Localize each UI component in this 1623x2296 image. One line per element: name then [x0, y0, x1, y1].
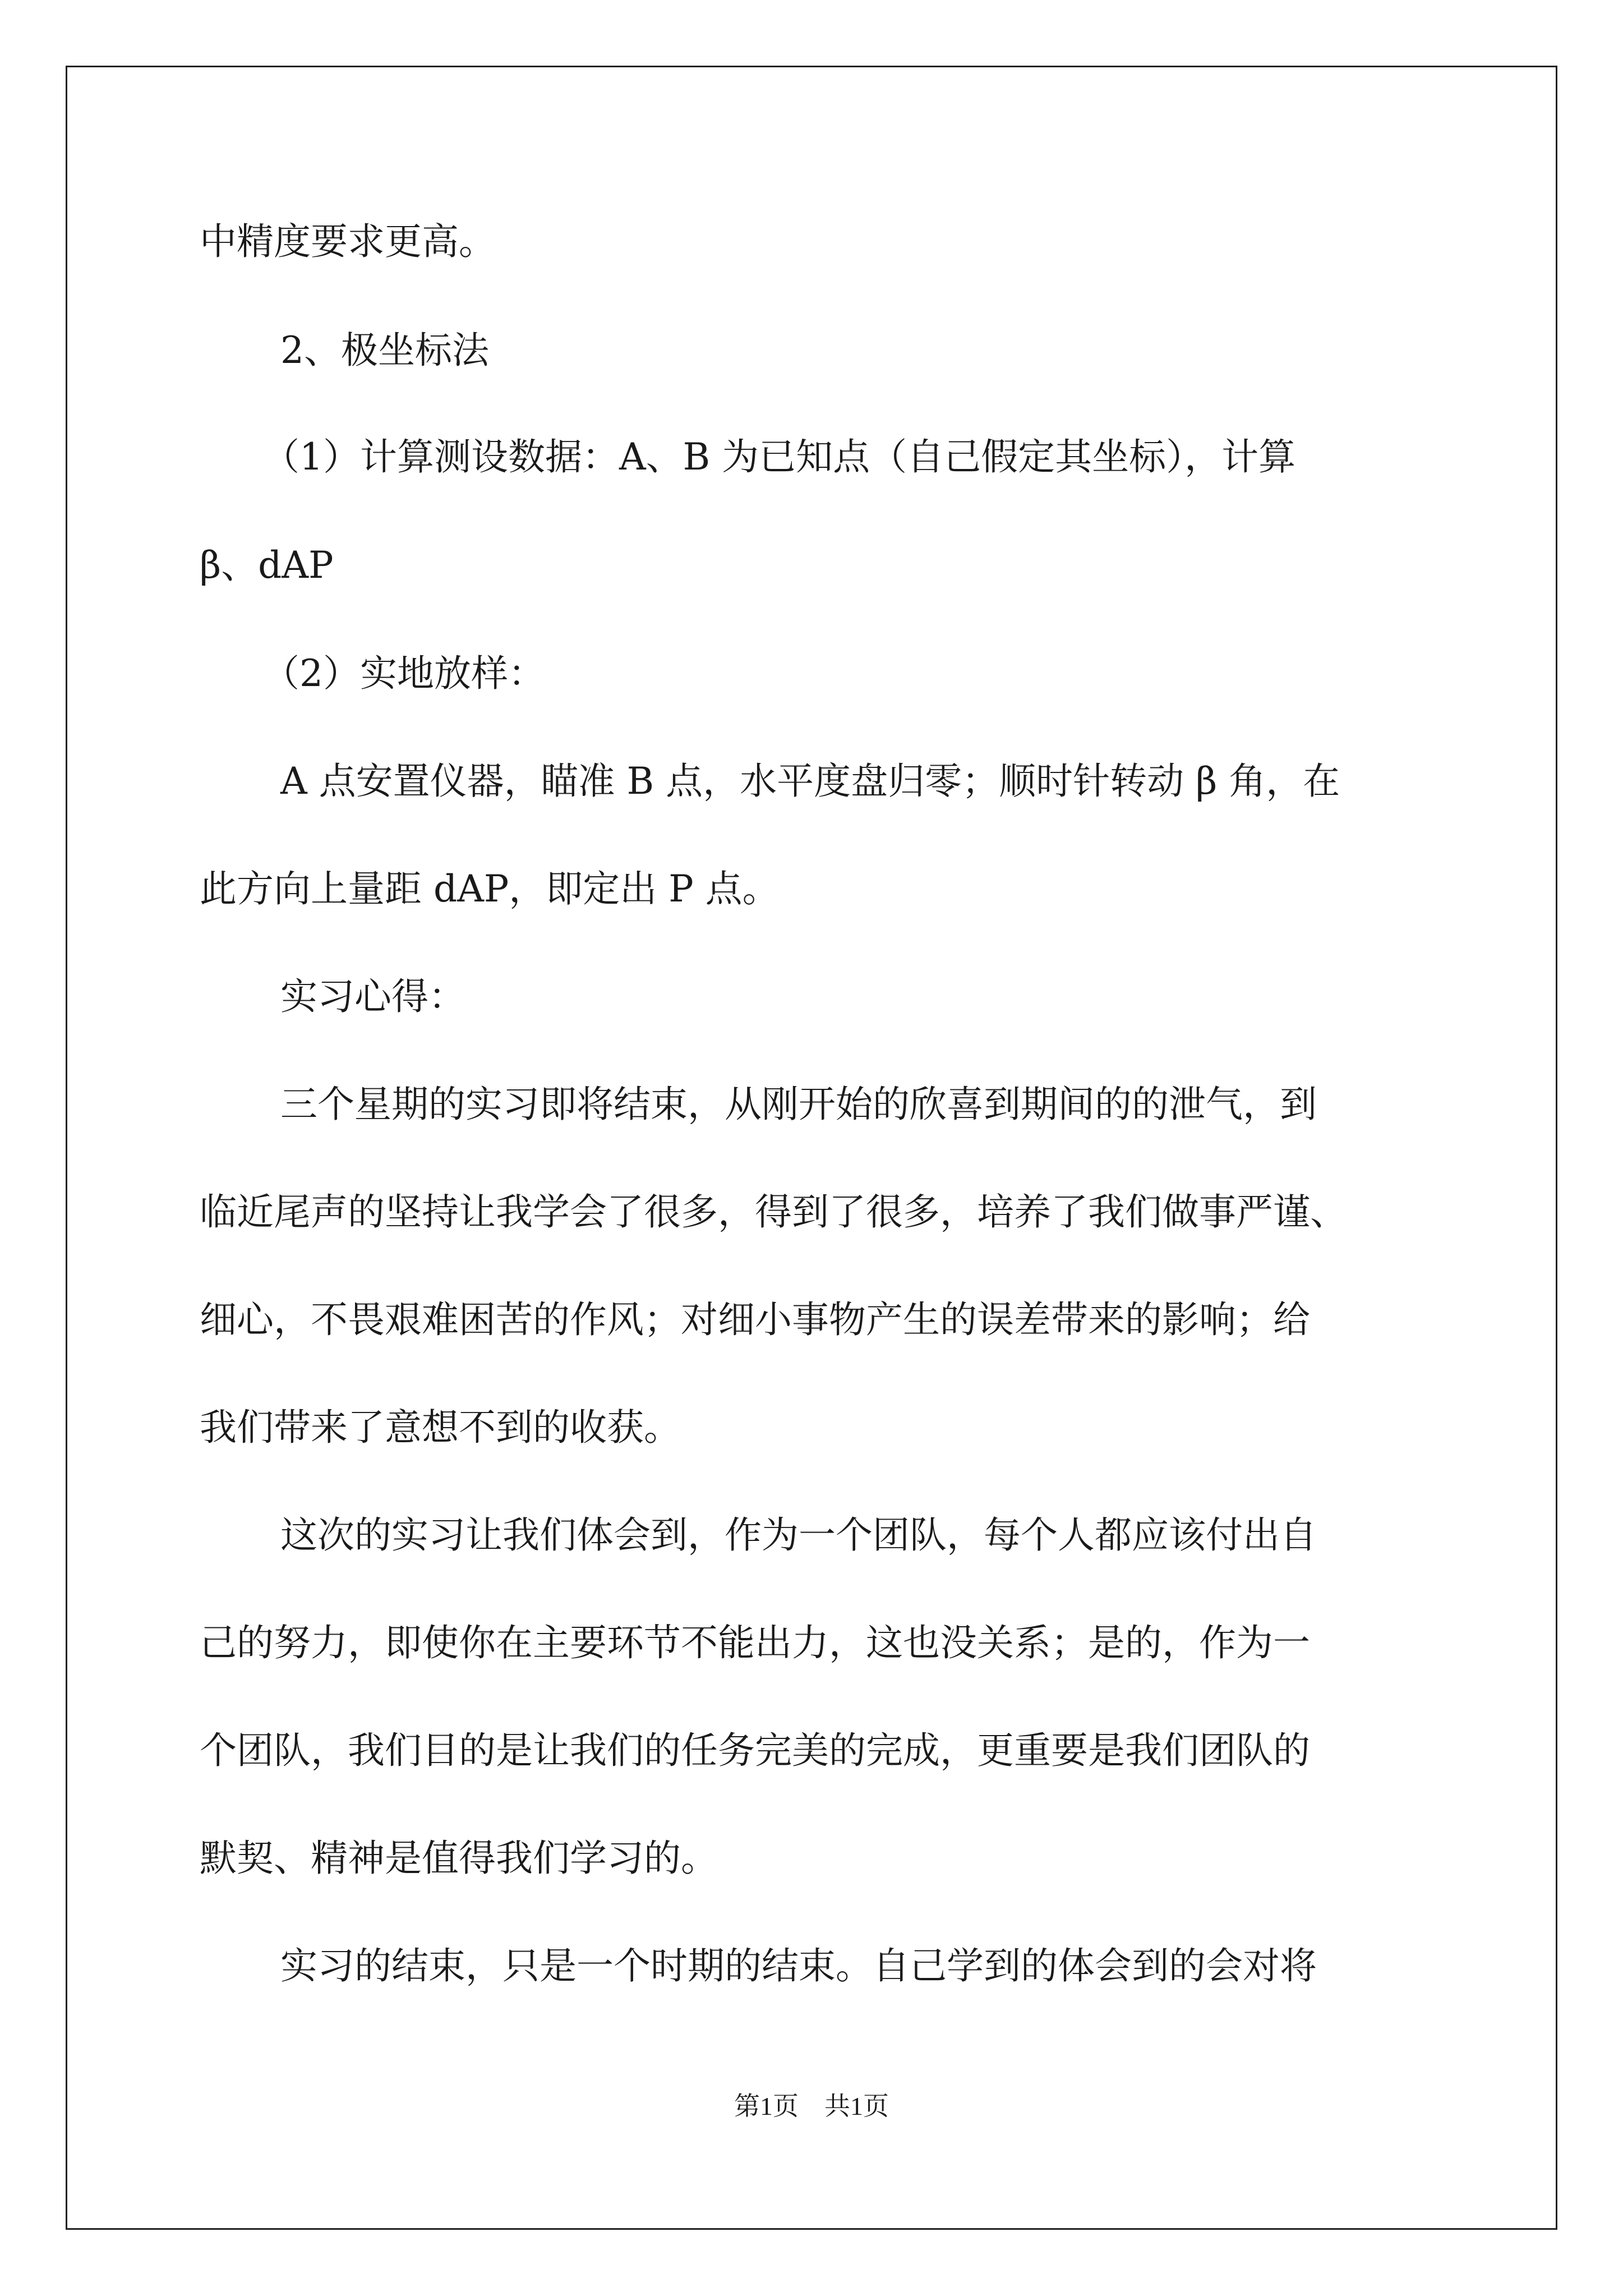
- section-heading-internship-reflection: 实习心得：: [280, 975, 465, 1018]
- text-line-5: （2）实地放样：: [262, 652, 545, 695]
- text-line-15: 个团队，我们目的是让我们的任务完美的完成，更重要是我们团队的: [200, 1729, 1310, 1772]
- text-line-7: 此方向上量距 dAP，即定出 P 点。: [200, 867, 780, 910]
- text-line-14: 己的努力，即使你在主要环节不能出力，这也没关系；是的，作为一: [200, 1621, 1310, 1664]
- text-line-17: 实习的结束，只是一个时期的结束。自己学到的体会到的会对将: [280, 1944, 1317, 1987]
- text-line-11: 细心，不畏艰难困苦的作风；对细小事物产生的误差带来的影响；给: [200, 1298, 1310, 1341]
- text-line-3: （1）计算测设数据：A、B 为已知点（自己假定其坐标），计算: [262, 435, 1296, 478]
- page-border: [66, 66, 1557, 2230]
- text-line-16: 默契、精神是值得我们学习的。: [200, 1837, 718, 1880]
- text-line-13: 这次的实习让我们体会到，作为一个团队，每个人都应该付出自: [280, 1513, 1317, 1557]
- text-line-9: 三个星期的实习即将结束，从刚开始的欣喜到期间的的泄气，到: [280, 1083, 1317, 1126]
- text-line-1: 中精度要求更高。: [200, 220, 496, 263]
- section-heading-polar-method: 2、极坐标法: [280, 329, 489, 372]
- text-line-4: β、dAP: [200, 544, 334, 587]
- text-line-10: 临近尾声的坚持让我学会了很多，得到了很多，培养了我们做事严谨、: [200, 1190, 1347, 1234]
- text-line-6: A 点安置仪器，瞄准 B 点，水平度盘归零；顺时针转动 β 角，在: [280, 760, 1340, 803]
- page-number-footer: 第1页 共1页: [734, 2092, 889, 2120]
- text-line-12: 我们带来了意想不到的收获。: [200, 1406, 681, 1449]
